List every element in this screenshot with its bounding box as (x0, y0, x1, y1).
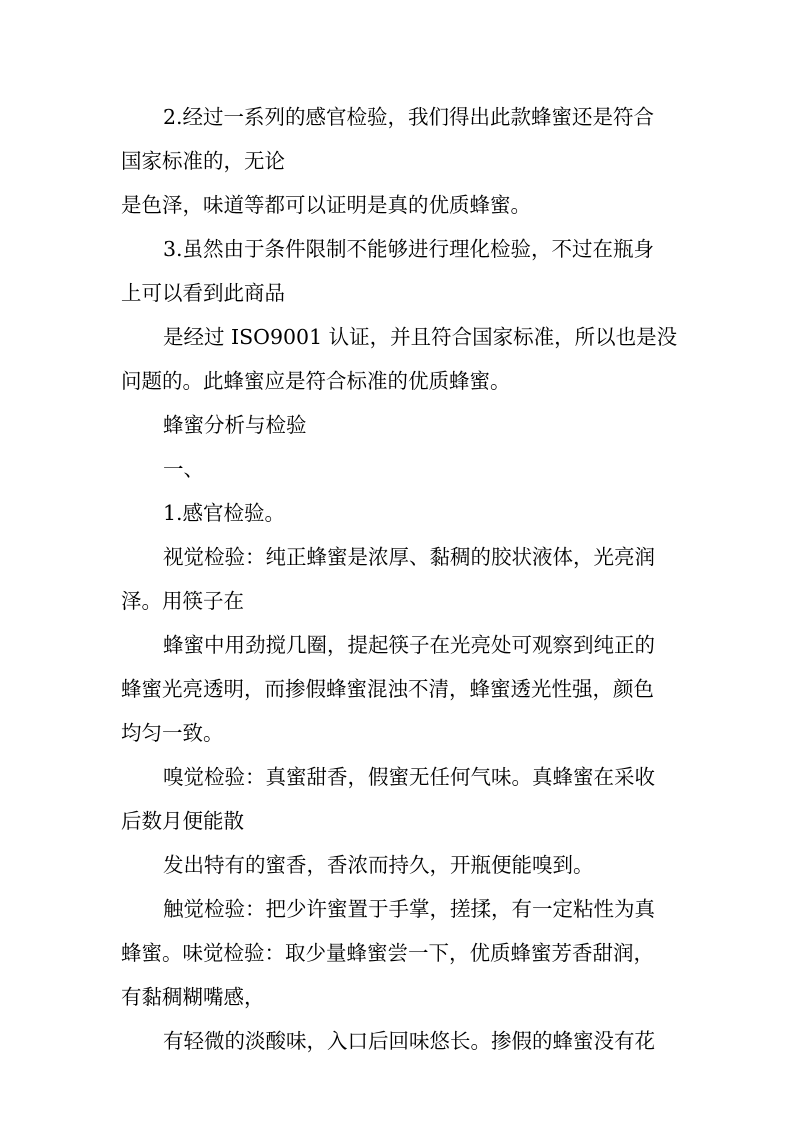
subsection-heading: 1.感官检验。 (163, 501, 286, 525)
paragraph-line: 是色泽，味道等都可以证明是真的优质蜂蜜。 (121, 193, 531, 217)
paragraph-line: 3.虽然由于条件限制不能够进行理化检验，不过在瓶身 (163, 237, 655, 261)
paragraph-line: 2.经过一系列的感官检验，我们得出此款蜂蜜还是符合 (163, 105, 655, 129)
section-number: 一、 (163, 457, 204, 481)
section-heading: 蜂蜜分析与检验 (163, 413, 307, 437)
paragraph-line: 嗅觉检验：真蜜甜香，假蜜无任何气味。真蜂蜜在采收 (163, 765, 655, 789)
paragraph-line: 问题的。此蜂蜜应是符合标准的优质蜂蜜。 (121, 369, 511, 393)
paragraph-line: 泽。用筷子在 (121, 589, 244, 613)
paragraph-line: 视觉检验：纯正蜂蜜是浓厚、黏稠的胶状液体，光亮润 (163, 545, 655, 569)
paragraph-line: 是经过 ISO9001 认证，并且符合国家标准，所以也是没 (163, 325, 678, 349)
paragraph-line: 发出特有的蜜香，香浓而持久，开瓶便能嗅到。 (163, 853, 594, 877)
paragraph-line: 有轻微的淡酸味，入口后回味悠长。掺假的蜂蜜没有花 (163, 1029, 655, 1053)
paragraph-line: 后数月便能散 (121, 809, 244, 833)
paragraph-line: 蜂蜜光亮透明，而掺假蜂蜜混浊不清，蜂蜜透光性强，颜色 (121, 677, 654, 701)
paragraph-line: 蜂蜜。味觉检验：取少量蜂蜜尝一下，优质蜂蜜芳香甜润， (121, 941, 654, 965)
paragraph-line: 上可以看到此商品 (121, 281, 285, 305)
paragraph-line: 国家标准的，无论 (121, 149, 285, 173)
paragraph-line: 均匀一致。 (121, 721, 224, 745)
paragraph-line: 蜂蜜中用劲搅几圈，提起筷子在光亮处可观察到纯正的 (163, 633, 655, 657)
paragraph-line: 触觉检验：把少许蜜置于手掌，搓揉，有一定粘性为真 (163, 897, 655, 921)
paragraph-line: 有黏稠糊嘴感， (121, 985, 265, 1009)
